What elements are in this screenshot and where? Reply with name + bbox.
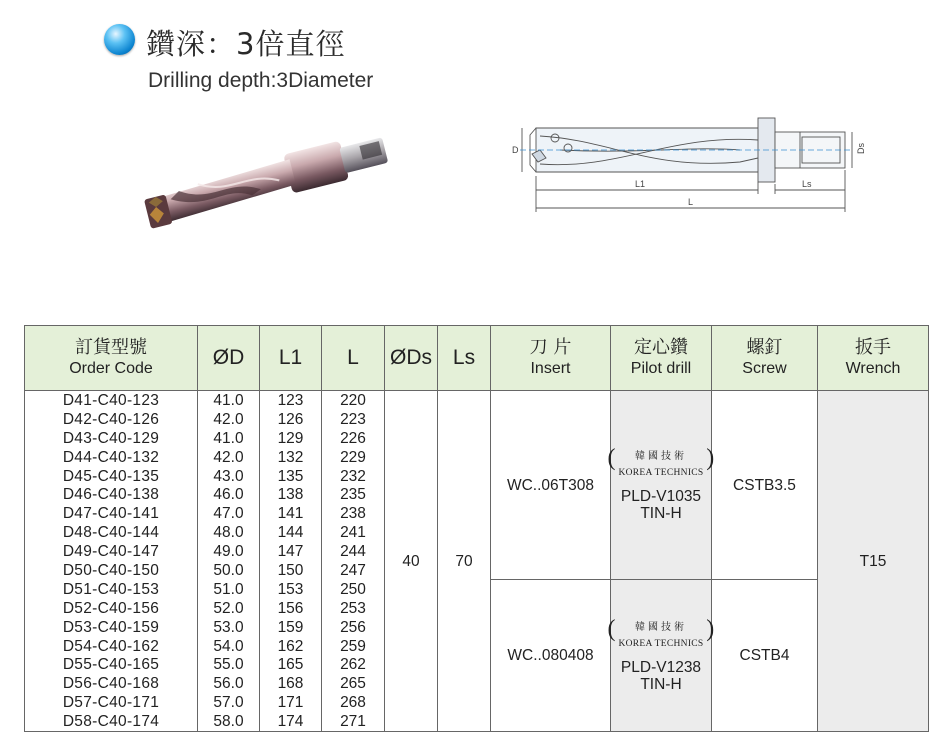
l1-cell: 162 [260, 637, 322, 656]
l-cell: 265 [322, 674, 385, 693]
header-l1-label: L1 [278, 345, 303, 369]
header-ds-label: ØDs [390, 345, 432, 369]
l-cell: 256 [322, 618, 385, 637]
spec-table [24, 325, 929, 732]
dim-label-l1: L1 [635, 179, 646, 189]
pilot-coating: TIN-H [640, 675, 682, 693]
l1-cell: 126 [260, 410, 322, 429]
table-header-row [25, 326, 929, 391]
pilot-model: PLD-V1035 [620, 488, 702, 506]
header-l1 [260, 326, 322, 391]
order-code-cell: D53-C40-159 [25, 618, 198, 637]
diameter-cell: 50.0 [198, 561, 260, 580]
insert-cell: WC..080408 [491, 580, 611, 732]
header-wrench-en: Wrench [845, 360, 901, 377]
drill-collar [283, 141, 349, 194]
technical-drawing [500, 110, 885, 220]
drill-photo [140, 130, 390, 240]
l1-cell: 150 [260, 561, 322, 580]
header-order-code [25, 326, 198, 391]
dim-label-l: L [688, 197, 694, 207]
blue-bullet-icon [104, 24, 135, 55]
pilot-coating: TIN-H [640, 505, 682, 523]
korea-technics-badge [611, 448, 710, 482]
diameter-cell: 52.0 [198, 599, 260, 618]
header-screw [712, 326, 818, 391]
ls-cell: 70 [438, 391, 491, 732]
korea-technics-en: KOREA TECHNICS [618, 468, 704, 479]
header-wrench-cn: 扳手 [855, 337, 891, 358]
order-code-cell: D57-C40-171 [25, 693, 198, 712]
wrench-cell: T15 [818, 391, 929, 732]
diameter-cell: 58.0 [198, 712, 260, 731]
l1-cell: 129 [260, 429, 322, 448]
header-d-label: ØD [212, 345, 245, 369]
order-code-cell: D46-C40-138 [25, 485, 198, 504]
diameter-cell: 47.0 [198, 504, 260, 523]
pilot-model: PLD-V1238 [620, 658, 702, 676]
header-ds [385, 326, 438, 391]
diameter-cell: 55.0 [198, 655, 260, 674]
diameter-cell: 53.0 [198, 618, 260, 637]
header-insert-cn: 刀 片 [529, 337, 572, 358]
l1-cell: 144 [260, 523, 322, 542]
l1-cell: 132 [260, 448, 322, 467]
l-cell: 223 [322, 410, 385, 429]
header-insert-en: Insert [530, 360, 571, 377]
order-code-cell: D51-C40-153 [25, 580, 198, 599]
korea-technics-badge [611, 619, 710, 653]
diameter-cell: 49.0 [198, 542, 260, 561]
order-code-cell: D41-C40-123 [25, 391, 198, 410]
l1-cell: 156 [260, 599, 322, 618]
diameter-cell: 42.0 [198, 410, 260, 429]
l-cell: 250 [322, 580, 385, 599]
l-cell: 241 [322, 523, 385, 542]
order-code-cell: D55-C40-165 [25, 655, 198, 674]
header-screw-en: Screw [742, 360, 787, 377]
header-l-label: L [347, 345, 359, 369]
korea-technics-en: KOREA TECHNICS [618, 638, 704, 649]
pilot-drill-cell [611, 391, 712, 580]
l-cell: 253 [322, 599, 385, 618]
order-code-cell: D58-C40-174 [25, 712, 198, 731]
l-cell: 247 [322, 561, 385, 580]
order-code-cell: D44-C40-132 [25, 448, 198, 467]
header-ls [438, 326, 491, 391]
dim-label-ls: Ls [802, 179, 812, 189]
order-code-cell: D56-C40-168 [25, 674, 198, 693]
diameter-cell: 46.0 [198, 485, 260, 504]
order-code-cell: D54-C40-162 [25, 637, 198, 656]
header-ls-label: Ls [452, 345, 476, 369]
l-cell: 268 [322, 693, 385, 712]
title-english: Drilling depth:3Diameter [148, 69, 374, 92]
diameter-cell: 42.0 [198, 448, 260, 467]
header-l [322, 326, 385, 391]
l1-cell: 147 [260, 542, 322, 561]
dim-label-ds: Ds [856, 143, 866, 154]
l-cell: 220 [322, 391, 385, 410]
l1-cell: 174 [260, 712, 322, 731]
header-wrench [818, 326, 929, 391]
header-pilot-en: Pilot drill [630, 360, 692, 377]
header-d [198, 326, 260, 391]
order-code-cell: D50-C40-150 [25, 561, 198, 580]
order-code-cell: D45-C40-135 [25, 467, 198, 486]
header-screw-cn: 螺釘 [746, 337, 783, 358]
ds-cell: 40 [385, 391, 438, 732]
insert-cell: WC..06T308 [491, 391, 611, 580]
l1-cell: 141 [260, 504, 322, 523]
l-cell: 226 [322, 429, 385, 448]
l1-cell: 165 [260, 655, 322, 674]
l-cell: 238 [322, 504, 385, 523]
order-code-cell: D43-C40-129 [25, 429, 198, 448]
diameter-cell: 41.0 [198, 391, 260, 410]
order-code-cell: D42-C40-126 [25, 410, 198, 429]
l-cell: 259 [322, 637, 385, 656]
l-cell: 229 [322, 448, 385, 467]
l1-cell: 135 [260, 467, 322, 486]
l1-cell: 168 [260, 674, 322, 693]
korea-technics-cn: ( 韓國技術 [635, 621, 687, 633]
diameter-cell: 41.0 [198, 429, 260, 448]
l1-cell: 123 [260, 391, 322, 410]
diameter-cell: 51.0 [198, 580, 260, 599]
l-cell: 271 [322, 712, 385, 731]
diameter-cell: 54.0 [198, 637, 260, 656]
diameter-cell: 43.0 [198, 467, 260, 486]
order-code-cell: D47-C40-141 [25, 504, 198, 523]
l1-cell: 171 [260, 693, 322, 712]
pilot-drill-cell [611, 580, 712, 732]
table-row [25, 391, 929, 410]
l-cell: 232 [322, 467, 385, 486]
header-insert [491, 326, 611, 391]
order-code-cell: D48-C40-144 [25, 523, 198, 542]
dim-label-d: D [512, 145, 519, 155]
l-cell: 235 [322, 485, 385, 504]
diameter-cell: 56.0 [198, 674, 260, 693]
screw-cell: CSTB4 [712, 580, 818, 732]
diameter-cell: 57.0 [198, 693, 260, 712]
order-code-cell: D52-C40-156 [25, 599, 198, 618]
l1-cell: 159 [260, 618, 322, 637]
order-code-cell: D49-C40-147 [25, 542, 198, 561]
l1-cell: 138 [260, 485, 322, 504]
header-order-code-cn: 訂貨型號 [75, 337, 147, 358]
diameter-cell: 48.0 [198, 523, 260, 542]
l-cell: 262 [322, 655, 385, 674]
header-pilot-cn: 定心鑽 [634, 337, 688, 358]
header-pilot-drill [611, 326, 712, 391]
screw-cell: CSTB3.5 [712, 391, 818, 580]
korea-technics-cn: ( 韓國技術 [635, 451, 687, 463]
l-cell: 244 [322, 542, 385, 561]
l1-cell: 153 [260, 580, 322, 599]
title-chinese: 鑽深：3倍直徑 [146, 27, 346, 61]
header-order-code-en: Order Code [69, 360, 153, 377]
